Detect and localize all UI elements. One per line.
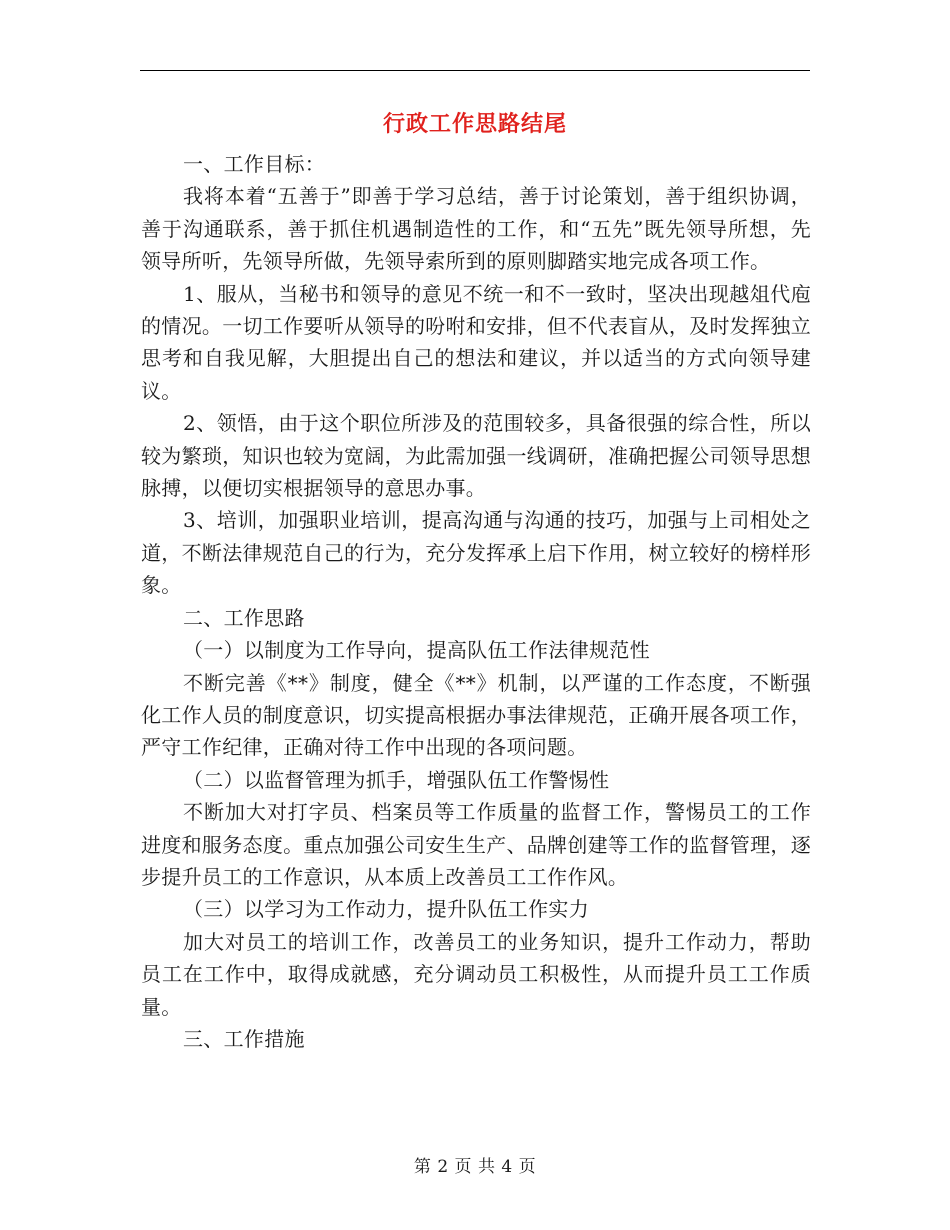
subsection-heading: （二）以监督管理为抓手，增强队伍工作警惕性 [183,767,610,792]
paragraph: 我将本着“五善于”即善于学习总结，善于讨论策划，善于组织协调，善于沟通联系，善于抓住机遇制造性的工作，和“五先”既先领导所想，先领导所听，先领导所做，先领导索所到的原则脚踏实地完成各项工作。 [141,184,811,274]
subsection-heading: （一）以制度为工作导向，提高队伍工作法律规范性 [183,638,650,663]
paragraph: 2、领悟，由于这个职位所涉及的范围较多，具备很强的综合性，所以较为繁琐，知识也较为宽阔，为此需加强一线调研，准确把握公司领导思想脉搏，以便切实根据领导的意思办事。 [141,411,811,501]
header-rule [140,70,810,71]
paragraph: 加大对员工的培训工作，改善员工的业务知识，提升工作动力，帮助员工在工作中，取得成就感，充分调动员工积极性，从而提升员工工作质量。 [141,929,811,1019]
document-title: 行政工作思路结尾 [382,111,567,137]
subsection-heading: （三）以学习为工作动力，提升队伍工作实力 [183,897,589,922]
paragraph: 3、培训，加强职业培训，提高沟通与沟通的技巧，加强与上司相处之道，不断法律规范自己的行为，充分发挥承上启下作用，树立较好的榜样形象。 [141,508,811,598]
paragraph: 1、服从，当秘书和领导的意见不统一和不一致时，坚决出现越俎代庖的情况。一切工作要听从领导的吩咐和安排，但不代表盲从，及时发挥独立思考和自我见解，大胆提出自己的想法和建议，并以适当的方式向领导建议。 [141,281,811,403]
section-heading-measures: 三、工作措施 [183,1026,305,1051]
section-heading-approach: 二、工作思路 [183,605,305,630]
section-heading-goals: 一、工作目标： [183,152,326,176]
document-body [141,148,811,1055]
paragraph: 不断完善《**》制度，健全《**》机制，以严谨的工作态度，不断强化工作人员的制度意识，切实提高根据办事法律规范，正确开展各项工作，严守工作纪律，正确对待工作中出现的各项问题。 [141,670,811,760]
page-number-footer: 第 2 页 共 4 页 [413,1157,537,1177]
paragraph: 不断加大对打字员、档案员等工作质量的监督工作，警惕员工的工作进度和服务态度。重点加强公司安生生产、品牌创建等工作的监督管理，逐步提升员工的工作意识，从本质上改善员工工作作风。 [141,800,811,889]
